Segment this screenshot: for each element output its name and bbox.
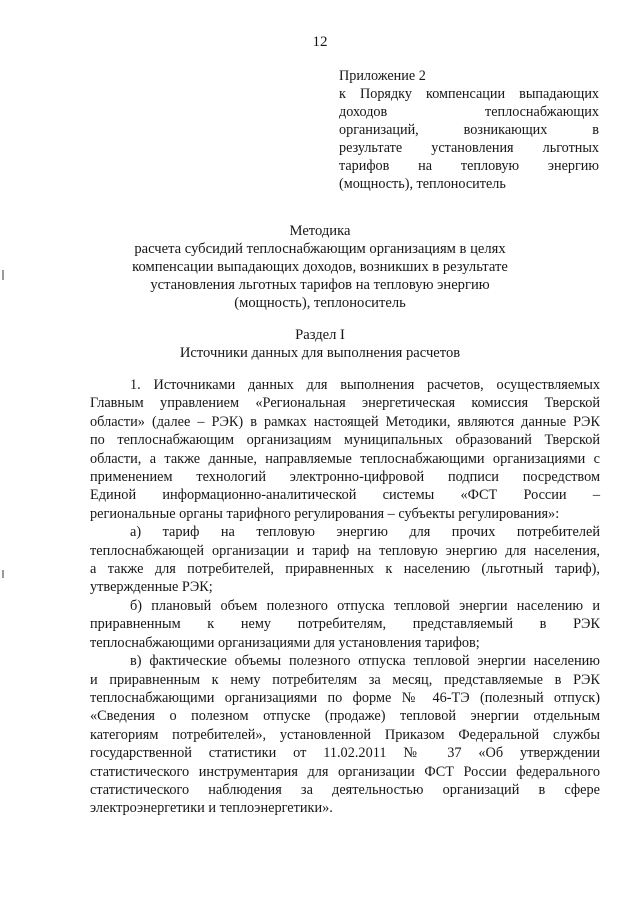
- body-line: категориям потребителей», установленной Приказом Федеральной службы: [90, 726, 600, 743]
- body-line: теплоснабжающими организациями по форме № 46-ТЭ (полезный отпуск): [90, 689, 600, 706]
- body-line: приравненным к нему потребителям, представляемый в РЭК: [90, 616, 600, 633]
- annex-line: Приложение 2: [339, 68, 426, 84]
- body-line: электроэнергетики и теплоэнергетики».: [90, 800, 333, 817]
- annex-line: (мощность), теплоноситель: [339, 176, 506, 192]
- annex-line: к Порядку компенсации выпадающих: [339, 86, 599, 102]
- title-line: компенсации выпадающих доходов, возникших в результате: [132, 259, 508, 275]
- document-title: [120, 222, 520, 312]
- body-line: Главным управлением «Региональная энергетическая комиссия Тверской: [90, 395, 600, 412]
- body-line: теплоснабжающей организации и тариф на тепловую энергию для населения,: [90, 542, 600, 559]
- annex-line: результате установления льготных: [339, 140, 599, 156]
- body-line: региональные органы тарифного регулирования – субъекты регулирования»:: [90, 505, 560, 522]
- scan-margin-mark: [2, 270, 4, 280]
- body-line: и приравненным к нему потребителям за месяц, представляемые в РЭК: [90, 671, 600, 688]
- title-line: (мощность), теплоноситель: [234, 295, 406, 311]
- body-line: государственной статистики от 11.02.2011 № 37 «Об утверждении: [90, 745, 600, 762]
- title-line: Методика: [289, 223, 351, 239]
- body-line: Единой информационно-аналитической системы «ФСТ России –: [90, 487, 600, 504]
- section-title: Источники данных для выполнения расчетов: [179, 345, 461, 361]
- body-line: применением технологий электронно-цифровой подписи посредством: [90, 469, 600, 486]
- scan-margin-mark: [2, 570, 4, 578]
- title-line: расчета субсидий теплоснабжающим организациям в целях: [134, 241, 506, 257]
- body-line: по теплоснабжающим организациям муниципальных образований Тверской: [90, 432, 600, 449]
- section-heading: [120, 326, 520, 362]
- annex-line: доходов теплоснабжающих: [339, 104, 599, 120]
- body-line: 1. Источниками данных для выполнения расчетов, осуществляемых: [130, 377, 600, 393]
- title-line: установления льготных тарифов на тепловую энергию: [150, 277, 490, 293]
- annex-line: тарифов на тепловую энергию: [339, 158, 599, 174]
- body-line: в) фактические объемы полезного отпуска тепловой энергии населению: [130, 653, 600, 670]
- body-line: статистического инструментария для организации ФСТ России федерального: [90, 763, 600, 780]
- body-text: [90, 376, 600, 818]
- body-line: утвержденные РЭК;: [90, 579, 213, 596]
- body-line: б) плановый объем полезного отпуска тепловой энергии населению и: [130, 597, 600, 614]
- body-line: теплоснабжающими организациями для установления тарифов;: [90, 634, 480, 651]
- annex-line: организаций, возникающих в: [339, 122, 599, 138]
- body-line: а также для потребителей, приравненных к населению (льготный тариф),: [90, 561, 600, 578]
- section-number: Раздел I: [295, 327, 345, 343]
- body-line: а) тариф на тепловую энергию для прочих потребителей: [130, 524, 600, 541]
- body-line: «Сведения о полезном отпуске (продаже) тепловой энергии отдельным: [90, 708, 600, 725]
- body-line: статистического наблюдения за деятельностью организаций в сфере: [90, 781, 600, 798]
- body-line: области» (далее – РЭК) в рамках настоящей Методики, являются данные РЭК: [90, 413, 600, 430]
- page-number: 12: [312, 34, 328, 50]
- annex-reference: [339, 67, 599, 193]
- body-line: области, а также данные, направляемые теплоснабжающими организациями с: [90, 450, 600, 467]
